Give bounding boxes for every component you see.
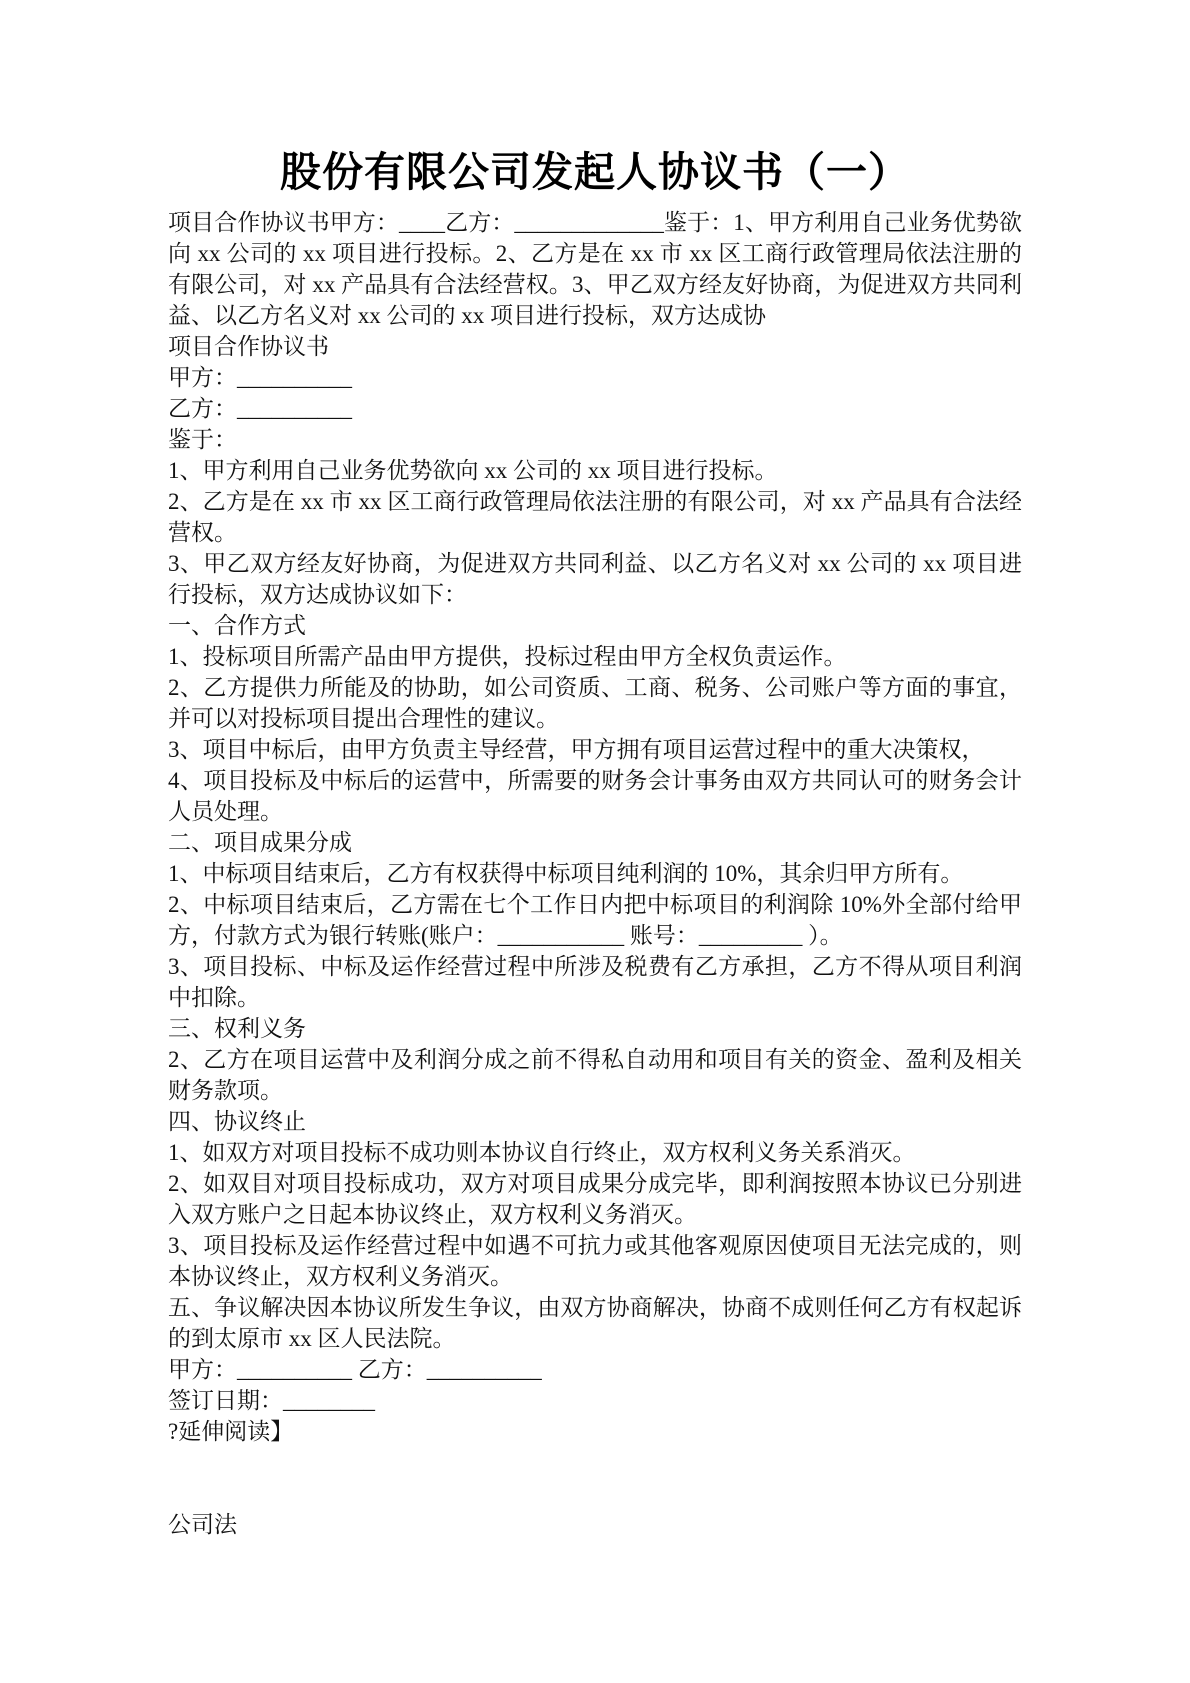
paragraph: 2、乙方在项目运营中及利润分成之前不得私自动用和项目有关的资金、盈利及相关财务款项。 (168, 1047, 1022, 1104)
paragraph: 1、投标项目所需产品由甲方提供，投标过程由甲方全权负责运作。 (168, 644, 847, 670)
paragraph: 3、项目投标及运作经营过程中如遇不可抗力或其他客观原因使项目无法完成的，则本协议终止，双方权利义务消灭。 (168, 1233, 1022, 1290)
paragraph: 3、项目投标、中标及运作经营过程中所涉及税费有乙方承担，乙方不得从项目利润中扣除。 (168, 954, 1022, 1011)
paragraph: 签订日期：________ (168, 1388, 375, 1414)
paragraph: 3、甲乙双方经友好协商，为促进双方共同利益、以乙方名义对 xx 公司的 xx 项目进行投标，双方达成协议如下： (168, 551, 1023, 608)
paragraph: 2、中标项目结束后，乙方需在七个工作日内把中标项目的利润除 10%外全部付给甲方，付款方式为银行转账(账户：___________ 账号：_________ ）。 (168, 892, 1022, 949)
paragraph: 甲方：__________ (168, 365, 352, 391)
document-title: 股份有限公司发起人协议书（一） (280, 149, 910, 195)
paragraph: 1、甲方利用自己业务优势欲向 xx 公司的 xx 项目进行投标。 (168, 458, 778, 484)
paragraph: 一、合作方式 (168, 613, 306, 639)
paragraph: 1、如双方对项目投标不成功则本协议自行终止，双方权利义务关系消灭。 (168, 1140, 916, 1166)
paragraph: 二、项目成果分成 (168, 830, 352, 856)
paragraph: 乙方：__________ (168, 396, 352, 422)
paragraph: 项目合作协议书 (168, 334, 329, 360)
paragraph: 2、如双目对项目投标成功，双方对项目成果分成完毕，即利润按照本协议已分别进入双方账户之日起本协议终止，双方权利义务消灭。 (168, 1171, 1022, 1228)
paragraph: 四、协议终止 (168, 1109, 306, 1135)
paragraph: 4、项目投标及中标后的运营中，所需要的财务会计事务由双方共同认可的财务会计人员处理。 (168, 768, 1022, 825)
paragraph: 三、权利义务 (168, 1016, 306, 1042)
paragraph: 3、项目中标后，由甲方负责主导经营，甲方拥有项目运营过程中的重大决策权， (168, 737, 985, 763)
paragraph: 1、中标项目结束后，乙方有权获得中标项目纯利润的 10%，其余归甲方所有。 (168, 861, 964, 887)
paragraph: 2、乙方提供力所能及的协助，如公司资质、工商、税务、公司账户等方面的事宜，并可以对投标项目提出合理性的建议。 (168, 675, 1022, 732)
appendix-title: 公司法 (168, 1512, 237, 1538)
paragraph: 甲方：__________ 乙方：__________ (168, 1357, 542, 1383)
paragraph: 五、争议解决因本协议所发生争议，由双方协商解决，协商不成则任何乙方有权起诉的到太原市 xx 区人民法院。 (168, 1295, 1022, 1352)
document-body (168, 207, 1022, 1447)
paragraph: 2、乙方是在 xx 市 xx 区工商行政管理局依法注册的有限公司，对 xx 产品具有合法经营权。 (168, 489, 1022, 546)
paragraph: 鉴于： (168, 427, 237, 453)
paragraph: ?延伸阅读】 (168, 1419, 294, 1445)
paragraph: 项目合作协议书甲方：____乙方：_____________鉴于：1、甲方利用自己业务优势欲向 xx 公司的 xx 项目进行投标。2、乙方是在 xx 市 xx 区工商行政管理局依法注册的有限公司，对 xx 产品具有合法经营权。3、甲乙双方经友好协商，为促进双方共同利益、以乙方名义对 xx 公司的 xx 项目进行投标，双方达成协 (168, 210, 1022, 329)
